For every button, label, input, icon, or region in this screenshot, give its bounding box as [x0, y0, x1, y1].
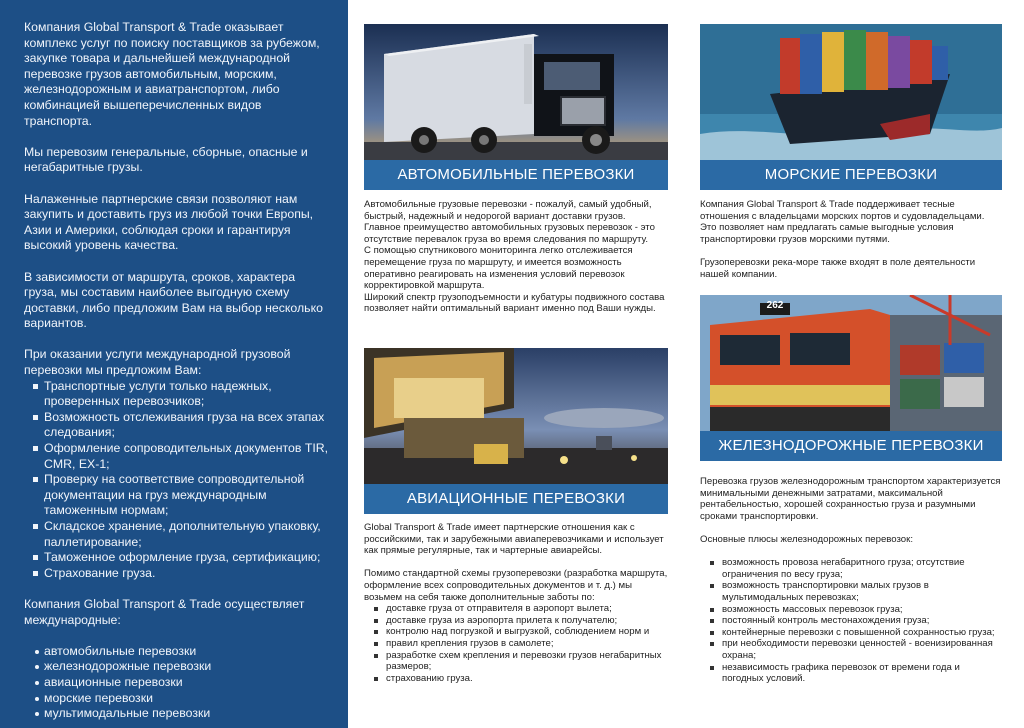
rail-paragraph: Основные плюсы железнодорожных перевозок: [700, 533, 913, 545]
modes-list [24, 644, 330, 722]
list-item: контролю над погрузкой и выгрузкой, соблюдением норм и [364, 626, 668, 638]
list-item: Транспортные услуги только надежных, проверенных перевозчиков; [24, 379, 330, 410]
list-item: при необходимости перевозки ценностей - военизированная охрана; [700, 638, 1002, 661]
list-item: страхованию груза. [364, 673, 668, 685]
list-item: возможность провоза негабаритного груза; отсутствие ограничения по весу груза; [700, 557, 1002, 580]
auto-paragraph: С помощью спутникового мониторинга легко отслеживается перемещение груза по маршруту, и имеется возможность оперативно реагировать на изменения условий перевозок корректировкой маршрута. [364, 245, 633, 292]
air-section-text [364, 522, 668, 684]
list-item: независимость графика перевозок от времени года и погодных условий. [700, 662, 1002, 685]
list-item: Страхование груза. [24, 566, 330, 582]
list-item: Возможность отслеживания груза на всех этапах следования; [24, 410, 330, 441]
auto-section-title: АВТОМОБИЛЬНЫЕ ПЕРЕВОЗКИ [364, 160, 668, 190]
auto-paragraph: Широкий спектр грузоподъемности и кубатуры подвижного состава позволяет найти оптимальный вариант именно под Ваши нужды. [364, 291, 665, 315]
list-item: контейнерные перевозки с повышенной сохранностью груза; [700, 627, 1002, 639]
list-item: Складское хранение, дополнительную упаковку, паллетирование; [24, 519, 330, 550]
list-item: Проверку на соответствие сопроводительной документации на груз международным таможенным нормам; [24, 472, 330, 519]
list-item: железнодорожные перевозки [24, 659, 330, 675]
list-item: постоянный контроль местонахождения груза; [700, 615, 1002, 627]
auto-paragraph: Главное преимущество автомобильных грузовых перевозок - это отсутствие перевалок груза во время следования по маршруту. [364, 222, 655, 245]
list-item: автомобильные перевозки [24, 644, 330, 660]
airplane-cargo-photo [364, 348, 668, 484]
sea-paragraph: Грузоперевозки река-море также входят в поле деятельности нашей компании. [700, 256, 976, 280]
rail-section-text [700, 476, 1002, 685]
auto-section-text [364, 199, 668, 315]
list-item: доставке груза от отправителя в аэропорт вылета; [364, 603, 668, 615]
list-item: правил крепления грузов в самолете; [364, 638, 668, 650]
list-item: морские перевозки [24, 691, 330, 707]
rail-list [700, 557, 1002, 685]
list-item: Таможенное оформление груза, сертификацию; [24, 550, 330, 566]
services-intro: При оказании услуги международной грузовой перевозки мы предложим Вам: [24, 347, 291, 378]
rail-section-title: ЖЕЛЕЗНОДОРОЖНЫЕ ПЕРЕВОЗКИ [700, 431, 1002, 461]
truck-photo [364, 24, 668, 160]
sea-paragraph: Компания Global Transport & Trade поддерживает тесные отношения с владельцами морских портов и судовладельцами. Это позволяет нам предлагать самые выгодные условия транспортировки грузов морскими путями. [700, 199, 985, 245]
container-ship-photo [700, 24, 1002, 160]
locomotive-number: 262 [766, 300, 784, 311]
rail-paragraph: Перевозка грузов железнодорожным транспортом характеризуется минимальными денежными затратами, максимальной рентабельностью, хорошей сохранностью груза и разумными сроками транспортировки. [700, 476, 1001, 522]
intro-paragraph: Компания Global Transport & Trade оказывает комплекс услуг по поиску поставщиков за рубежом, закупке товара и дальнейшей международной перевозке грузов автомобильным, морским, железнодорожным и авиатранспортом, либо комбинацией вышеперечисленных видов транспорта. [24, 20, 320, 128]
partners-paragraph: Налаженные партнерские связи позволяют нам закупить и доставить груз из любой точки Европы, Азии и Америки, соблюдая сроки и гарантируя высокий уровень качества. [24, 191, 314, 253]
services-list [24, 379, 330, 582]
list-item: возможность транспортировки малых грузов в мультимодальных перевозках; [700, 580, 1002, 603]
list-item: доставке груза из аэропорта прилета к получателю; [364, 615, 668, 627]
intro-panel [0, 0, 348, 728]
sea-section-title: МОРСКИЕ ПЕРЕВОЗКИ [700, 160, 1002, 190]
cargo-types-paragraph: Мы перевозим генеральные, сборные, опасные и негабаритные грузы. [24, 144, 308, 175]
column-auto-air [364, 0, 668, 728]
air-list [364, 603, 668, 684]
air-paragraph: Global Transport & Trade имеет партнерские отношения как с российскими, так и зарубежными авиаперевозчиками и использует как прямые регулярные, так и чартерные авиарейсы. [364, 522, 664, 557]
locomotive-photo [700, 295, 1002, 431]
air-paragraph: Помимо стандартной схемы грузоперевозки (разработка маршрута, оформление всех сопроводительных документов и т. д.) мы возьмем на себя также дополнительные заботы по: [364, 568, 668, 603]
auto-paragraph: Автомобильные грузовые перевозки - пожалуй, самый удобный, быстрый, надежный и недорогой вариант доставки грузов. [364, 199, 652, 222]
list-item: возможность массовых перевозок груза; [700, 604, 1002, 616]
air-section-title: АВИАЦИОННЫЕ ПЕРЕВОЗКИ [364, 484, 668, 514]
route-paragraph: В зависимости от маршрута, сроков, характера груза, мы составим наиболее выгодную схему доставки, либо предложим Вам на выбор несколько вариантов. [24, 269, 323, 331]
column-sea-rail [700, 0, 1002, 728]
list-item: авиационные перевозки [24, 675, 330, 691]
list-item: разработке схем крепления и перевозки грузов негабаритных размеров; [364, 650, 668, 673]
sea-section-text [700, 199, 1002, 280]
list-item: Оформление сопроводительных документов TIR, CMR, EX-1; [24, 441, 330, 472]
modes-intro: Компания Global Transport & Trade осуществляет международные: [24, 596, 305, 627]
list-item: мультимодальные перевозки [24, 706, 330, 722]
